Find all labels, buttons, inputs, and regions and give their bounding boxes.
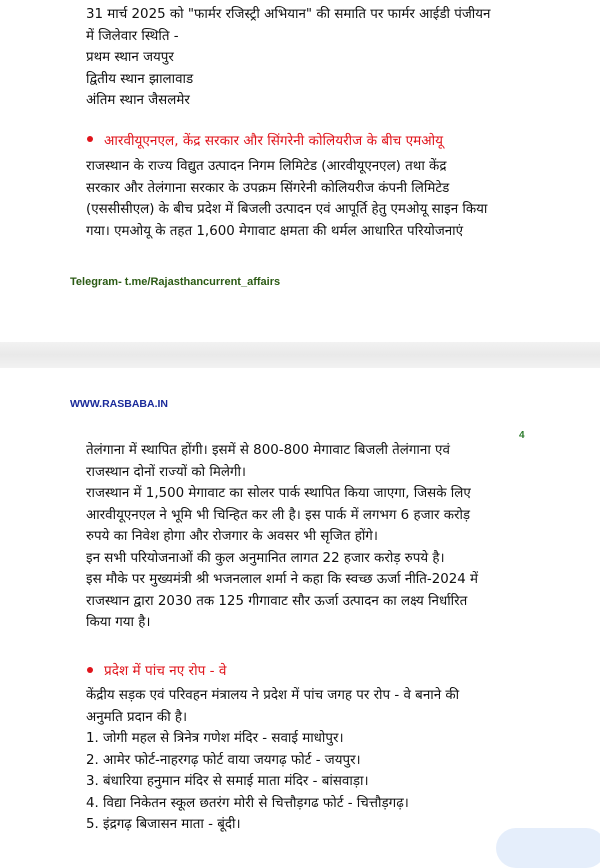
text-line: सरकार और तेलंगाना सरकार के उपक्रम सिंगरेनी कोलियरीज कंपनी लिमिटेड — [86, 180, 450, 196]
page-separator — [0, 342, 600, 368]
list-item: 3. बंधारिया हनुमान मंदिर से समाई माता मंदिर - बांसवाड़ा। — [86, 774, 369, 789]
text-line: 31 मार्च 2025 को "फार्मर रजिस्ट्री अभियान" की समाति पर फार्मर आईडी पंजीयन — [86, 7, 491, 22]
text-line: अनुमति प्रदान की है। — [86, 709, 188, 725]
text-line: राजस्थान दोनों राज्यों को मिलेगी। — [86, 464, 247, 480]
list-item: 1. जोगी महल से त्रिनेत्र गणेश मंदिर - सवाई माधोपुर। — [86, 731, 344, 746]
list-item: 4. विद्या निकेतन स्कूल छतरंग मोरी से चित्तौड़गढ फोर्ट - चित्तौड़गढ़। — [86, 795, 409, 811]
bullet-icon — [87, 136, 93, 142]
bullet-icon — [87, 667, 93, 673]
site-header[interactable]: WWW.RASBABA.IN — [70, 398, 168, 410]
section-paragraph — [86, 685, 459, 836]
text-line: राजस्थान में 1,500 मेगावाट का सोलर पार्क स्थापित किया जाएगा, जिसके लिए — [86, 486, 471, 501]
text-line: रुपये का निवेश होगा और रोजगार के अवसर भी सृजित होंगे। — [86, 529, 378, 544]
section-heading: प्रदेश में पांच नए रोप - वे — [104, 663, 227, 679]
text-line: गया। एमओयू के तहत 1,600 मेगावाट क्षमता की थर्मल आधारित परियोजनाएं — [86, 223, 464, 239]
list-item: 5. इंद्रगढ़ बिजासन माता - बूंदी। — [86, 817, 241, 832]
floating-action-button[interactable] — [496, 828, 600, 868]
text-line: तेलंगाना में स्थापित होंगी। इसमें से 800-800 मेगावाट बिजली तेलंगाना एवं — [86, 443, 450, 458]
intro-paragraph — [86, 4, 490, 112]
text-line: केंद्रीय सड़क एवं परिवहन मंत्रालय ने प्रदेश में पांच जगह पर रोप - वे बनाने की — [86, 688, 460, 703]
list-item: 2. आमेर फोर्ट-नाहरगढ़ फोर्ट वाया जयगढ़ फोर्ट - जयपुर। — [86, 752, 361, 768]
text-line: किया गया है। — [86, 615, 151, 630]
section-paragraph — [86, 156, 487, 242]
text-line: द्वितीय स्थान झालावाड — [86, 71, 194, 87]
text-line: अंतिम स्थान जैसलमेर — [86, 93, 190, 108]
section-heading: आरवीयूएनएल, केंद्र सरकार और सिंगरेनी कोलियरीज के बीच एमओयू — [104, 133, 444, 149]
document-page-top — [0, 0, 600, 342]
text-line: राजस्थान के राज्य विद्युत उत्पादन निगम लिमिटेड (आरवीयूएनएल) तथा केंद्र — [86, 159, 447, 174]
text-line: इस मौके पर मुख्यमंत्री श्री भजनलाल शर्मा ने कहा कि स्वच्छ ऊर्जा नीति-2024 में — [86, 572, 479, 587]
continued-paragraph — [86, 440, 478, 634]
text-line: आरवीयूएनएल ने भूमि भी चिन्हित कर ली है। इस पार्क में लगभग 6 हजार करोड़ — [86, 507, 471, 523]
text-line: इन सभी परियोजनाओं की कुल अनुमानित लागत 22 हजार करोड़ रुपये है। — [86, 550, 445, 566]
telegram-link[interactable]: Telegram- t.me/Rajasthancurrent_affairs — [70, 276, 281, 288]
text-line: प्रथम स्थान जयपुर — [86, 50, 174, 65]
text-line: राजस्थान द्वारा 2030 तक 125 गीगावाट सौर ऊर्जा उत्पादन का लक्ष्य निर्धारित — [86, 593, 468, 609]
text-line: (एससीसीएल) के बीच प्रदेश में बिजली उत्पादन एवं आपूर्ति हेतु एमओयू साइन किया — [86, 202, 488, 217]
text-line: में जिलेवार स्थिति - — [86, 28, 179, 44]
page-number: 4 — [519, 430, 525, 441]
